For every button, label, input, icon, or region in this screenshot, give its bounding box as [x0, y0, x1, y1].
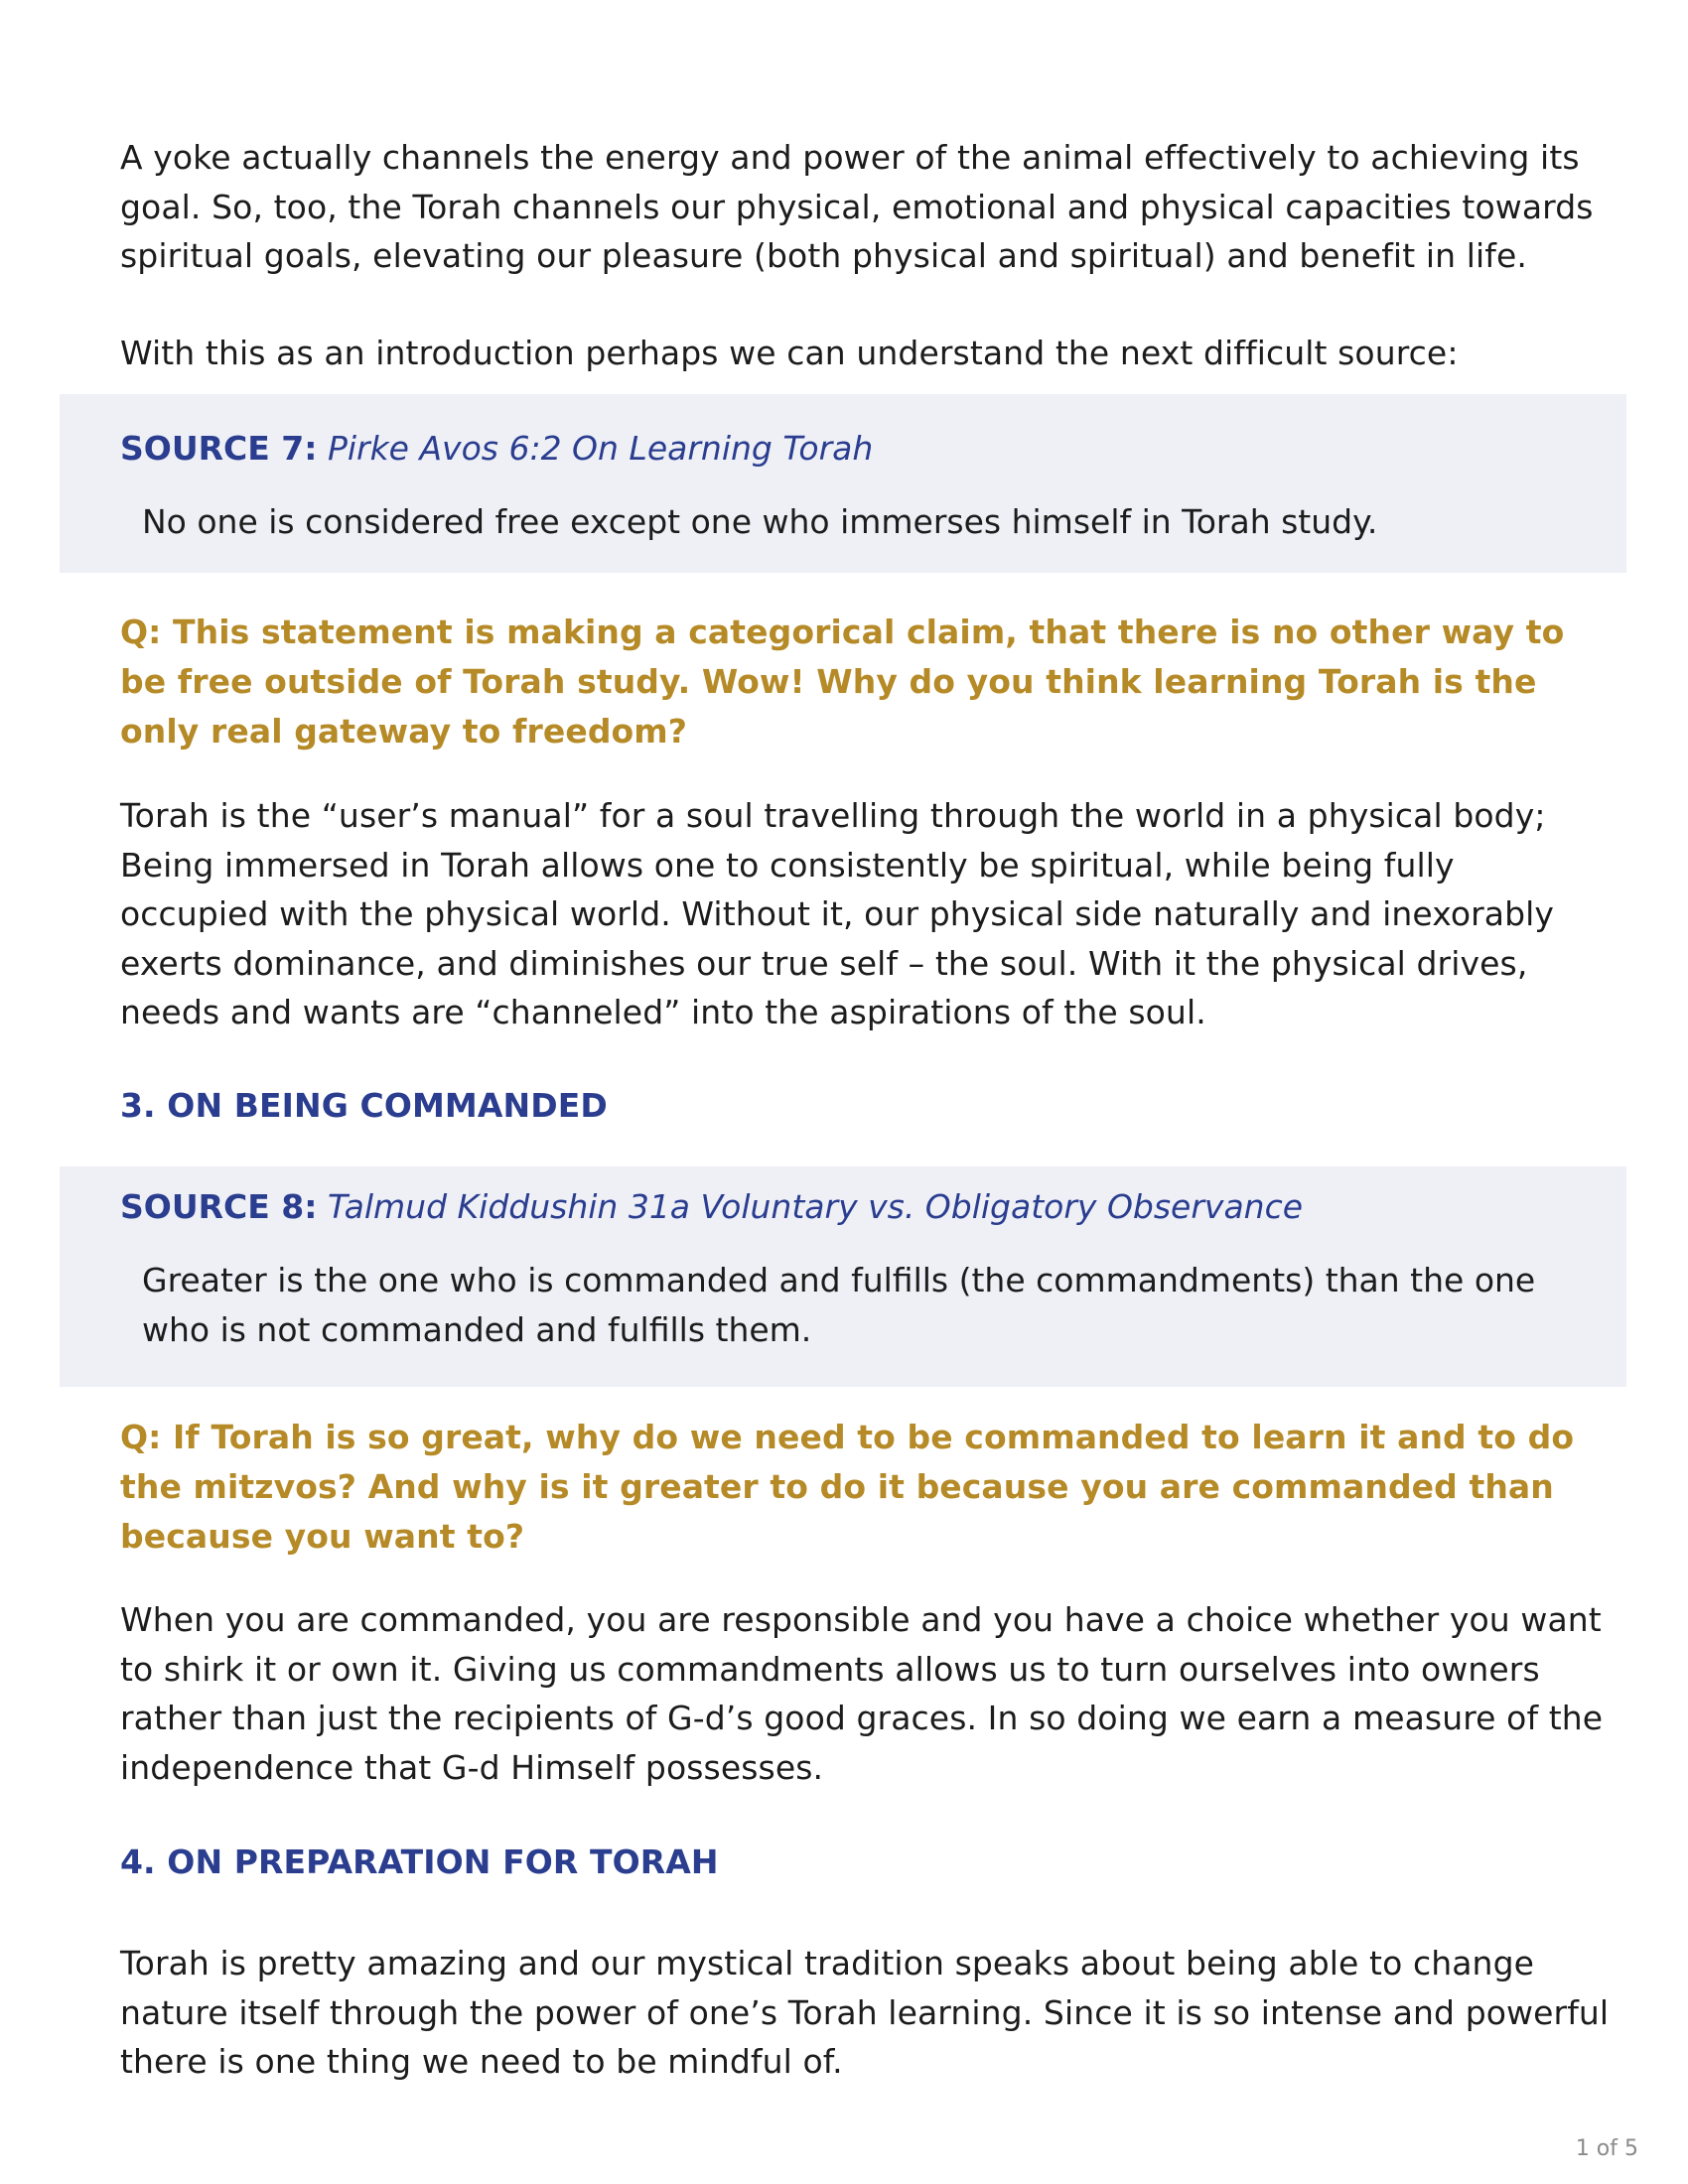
- answer-1-paragraph: Torah is the “user’s manual” for a soul travelling through the world in a physical body; Being immersed in Torah allows one to consistently be spiritual, while being fully occupied with the physical world. Without it, our physical side naturally and inexorably exerts dominance, and diminishes our true self – the soul. With it the physical drives, needs and wants are “channeled” into the aspirations of the soul.: [120, 796, 1555, 1031]
- source-8-box: [60, 1166, 1626, 1387]
- question-2: Q: If Torah is so great, why do we need to be commanded to learn it and to do the mitzvos? And why is it greater to do it because you are commanded than because you want to?: [120, 1418, 1575, 1556]
- source-8-label: SOURCE 8:: [120, 1187, 318, 1226]
- source-7-reference: Pirke Avos 6:2 On Learning Torah: [327, 429, 874, 468]
- source-7-text: No one is considered free except one who immerses himself in Torah study.: [142, 502, 1378, 541]
- intro-paragraph: A yoke actually channels the energy and power of the animal effectively to achieving its goal. So, too, the Torah channels our physical, emotional and physical capacities towards spiritual goals, elevating our pleasure (both physical and spiritual) and benefit in life.: [120, 138, 1594, 275]
- source-7-title: [120, 429, 873, 468]
- final-paragraph: Torah is pretty amazing and our mystical tradition speaks about being able to change nature itself through the power of one’s Torah learning. Since it is so intense and powerful there is one thing we need to be mindful of.: [120, 1944, 1610, 2081]
- source-7-box: [60, 394, 1626, 573]
- transition-paragraph: With this as an introduction perhaps we can understand the next difficult source:: [120, 334, 1459, 372]
- question-1: Q: This statement is making a categorical claim, that there is no other way to be free outside of Torah study. Wow! Why do you think learning Torah is the only real gateway to freedom?: [120, 613, 1565, 751]
- section-3-heading: 3. ON BEING COMMANDED: [120, 1086, 608, 1125]
- source-8-text: Greater is the one who is commanded and fulfills (the commandments) than the one who is not commanded and fulfills them.: [142, 1261, 1536, 1349]
- source-7-label: SOURCE 7:: [120, 429, 318, 468]
- page-number: 1 of 5: [1575, 2136, 1638, 2161]
- section-4-heading: 4. ON PREPARATION FOR TORAH: [120, 1843, 719, 1881]
- answer-2-paragraph: When you are commanded, you are responsible and you have a choice whether you want to shirk it or own it. Giving us commandments allows us to turn ourselves into owners rather than just the recipients of G-d’s good graces. In so doing we earn a measure of the independence that G-d Himself possesses.: [120, 1600, 1604, 1787]
- source-8-title: [120, 1187, 1303, 1226]
- source-8-reference: Talmud Kiddushin 31a Voluntary vs. Obligatory Observance: [327, 1187, 1304, 1226]
